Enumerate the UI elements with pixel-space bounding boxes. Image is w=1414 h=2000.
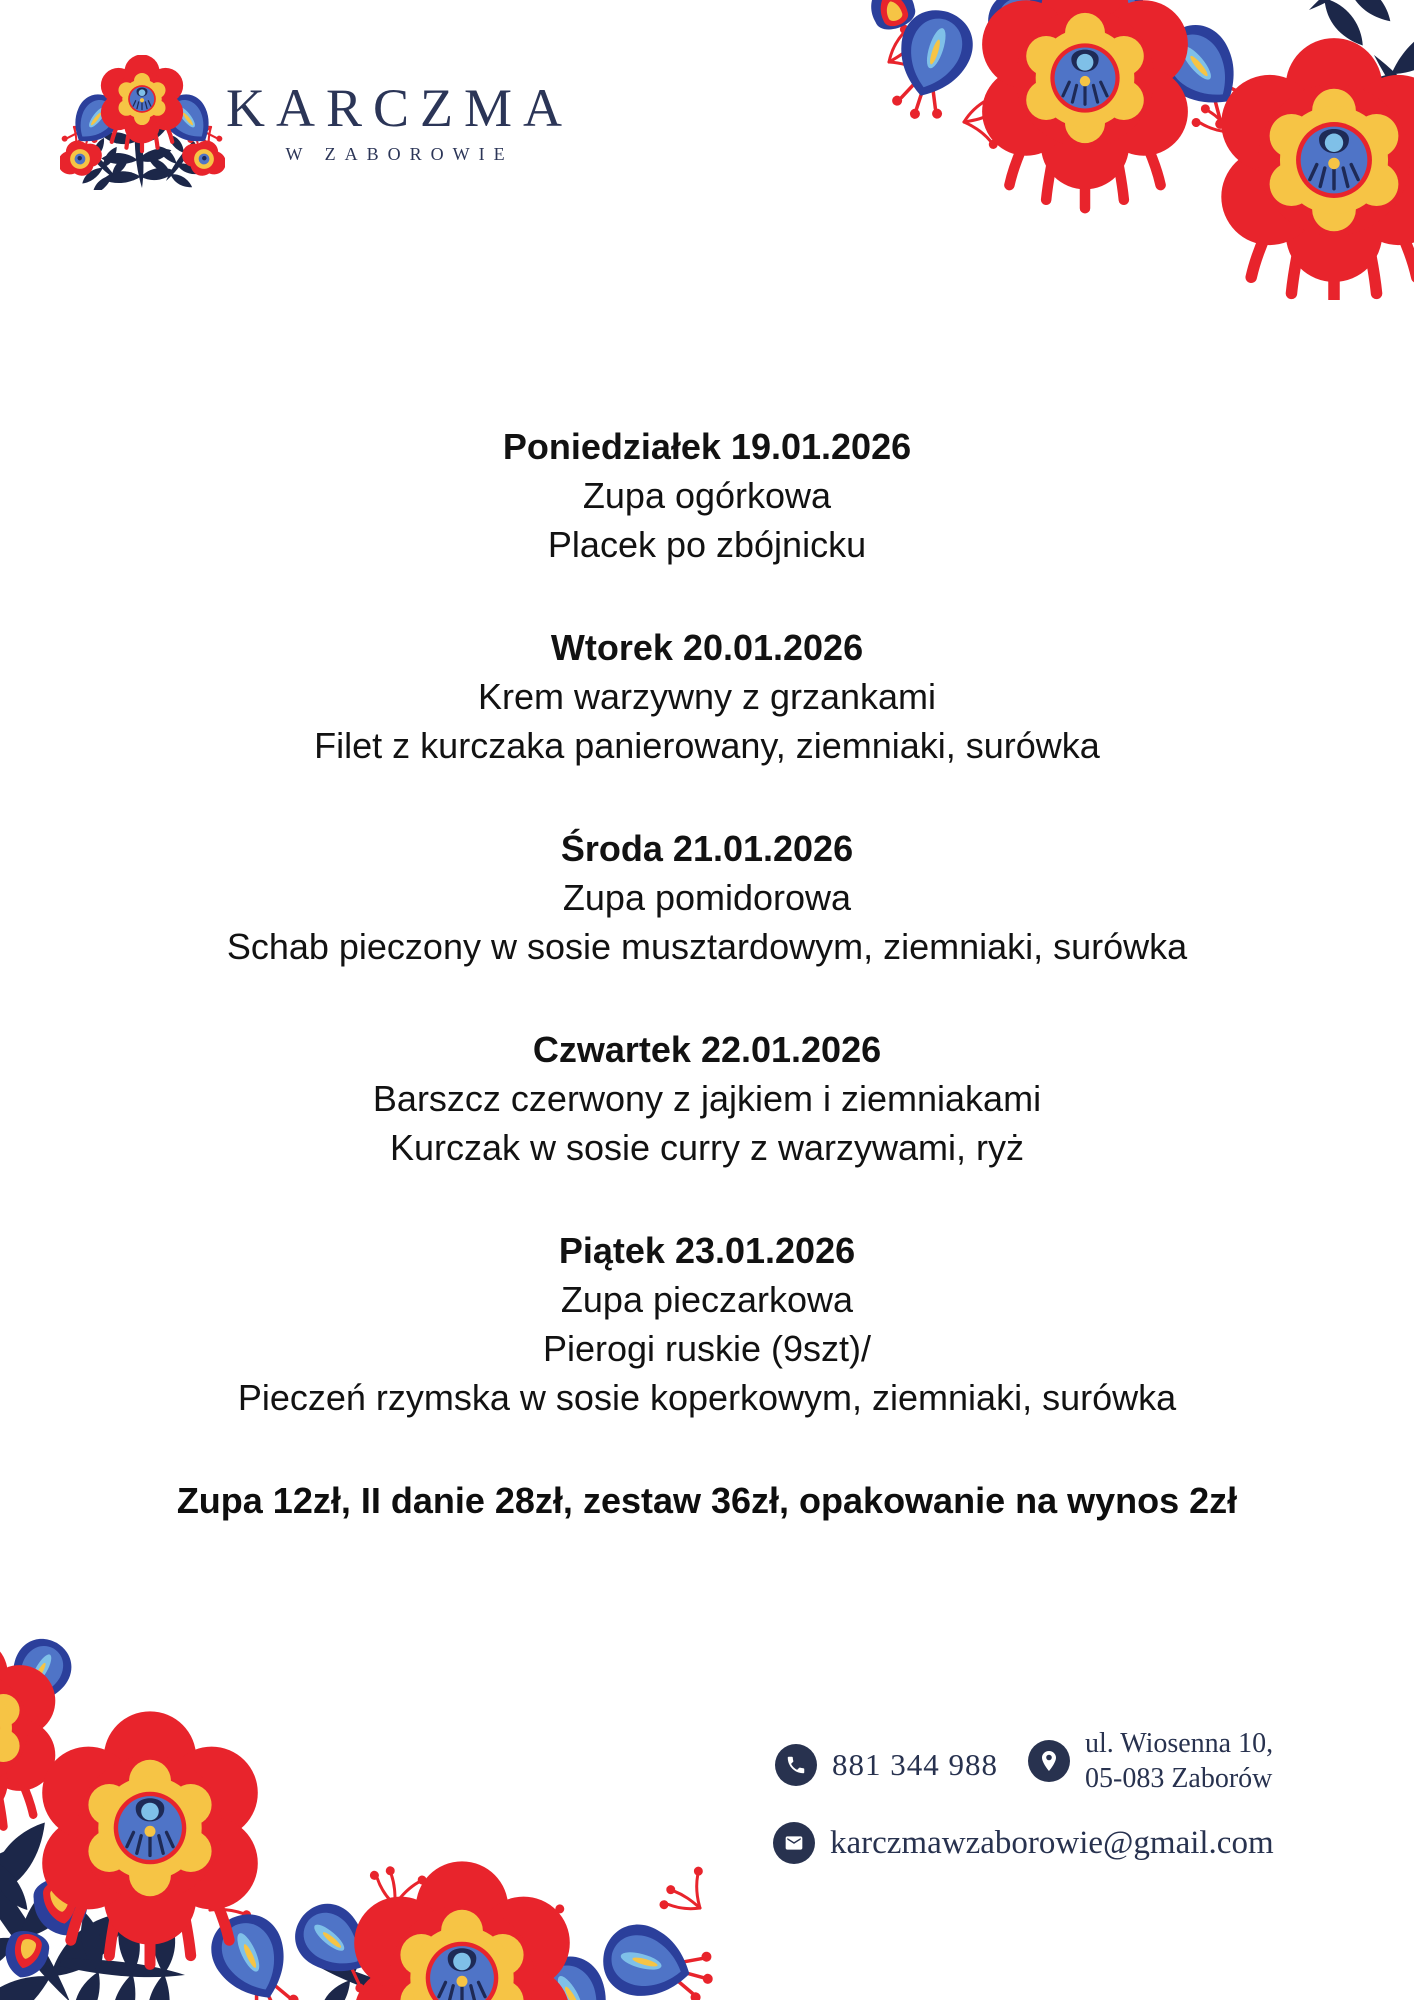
contact-phone	[775, 1744, 998, 1786]
address	[1085, 1726, 1273, 1796]
address-line-2: 05-083 Zaborów	[1085, 1763, 1273, 1794]
menu-item: Placek po zbójnicku	[547, 524, 867, 565]
day-header: Wtorek 20.01.2026	[550, 627, 864, 668]
menu-day-friday	[0, 1226, 1414, 1422]
menu-item: Schab pieczony w sosie musztardowym, ziemniaki, surówka	[226, 926, 1188, 967]
envelope-icon	[773, 1822, 815, 1864]
logo-title: KARCZMA	[226, 78, 574, 138]
address-line-1: ul. Wiosenna 10,	[1085, 1728, 1274, 1759]
menu-item: Filet z kurczaka panierowany, ziemniaki, surówka	[314, 725, 1100, 766]
menu-day-tuesday	[0, 623, 1414, 770]
menu-item: Kurczak w sosie curry z warzywami, ryż	[389, 1127, 1025, 1168]
menu-item: Pierogi ruskie (9szt)/	[542, 1328, 872, 1369]
contact-email	[773, 1822, 1274, 1864]
pricing-line: Zupa 12zł, II danie 28zł, zestaw 36zł, opakowanie na wynos 2zł	[176, 1480, 1238, 1521]
phone-number: 881 344 988	[832, 1747, 998, 1782]
menu-item: Pieczeń rzymska w sosie koperkowym, ziemniaki, surówka	[237, 1377, 1177, 1418]
logo	[226, 80, 573, 165]
day-header: Czwartek 22.01.2026	[532, 1029, 882, 1070]
bottom-left-floral-ornament	[0, 1610, 730, 2000]
menu-item: Zupa pomidorowa	[562, 877, 852, 918]
contact-address	[1028, 1726, 1273, 1796]
day-header: Piątek 23.01.2026	[558, 1230, 856, 1271]
logo-subtitle: W ZABOROWIE	[285, 143, 514, 164]
day-header: Środa 21.01.2026	[560, 828, 854, 869]
phone-icon	[775, 1744, 817, 1786]
location-pin-icon	[1028, 1740, 1070, 1782]
weekly-menu	[0, 422, 1414, 1525]
menu-day-thursday	[0, 1025, 1414, 1172]
top-right-floral-ornament	[869, 0, 1414, 300]
logo-folk-emblem	[60, 55, 225, 190]
email-address: karczmawzaborowie@gmail.com	[830, 1824, 1274, 1861]
menu-item: Zupa ogórkowa	[582, 475, 832, 516]
menu-item: Zupa pieczarkowa	[560, 1279, 854, 1320]
menu-day-wednesday	[0, 824, 1414, 971]
menu-item: Krem warzywny z grzankami	[477, 676, 937, 717]
menu-item: Barszcz czerwony z jajkiem i ziemniakami	[372, 1078, 1042, 1119]
menu-day-monday	[0, 422, 1414, 569]
day-header: Poniedziałek 19.01.2026	[502, 426, 912, 467]
